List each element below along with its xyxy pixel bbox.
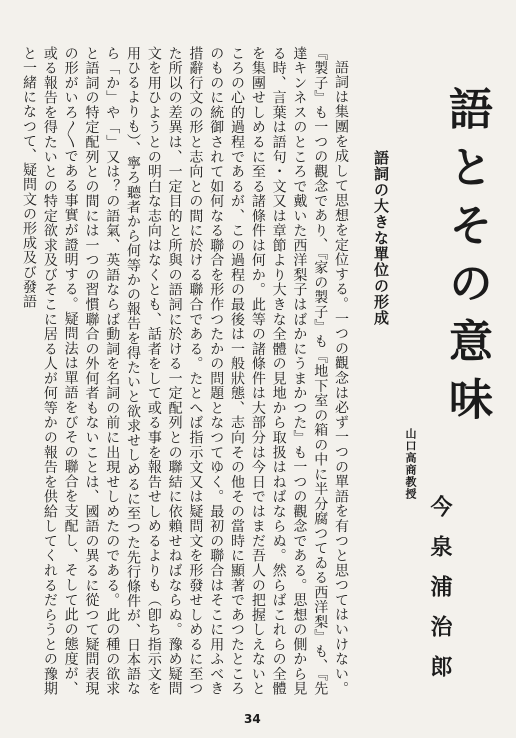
article-title: 語とその意味 xyxy=(441,86,492,434)
article-body xyxy=(19,46,351,696)
article-subtitle: 語詞の大きな單位の形成 xyxy=(372,150,390,326)
author-name: 今泉浦治郎 xyxy=(427,495,453,695)
body-paragraph: 語詞は集團を成して思想を定位する。一つの觀念は必ず一つの單語を有つと思つてはいけない。『製子』も一つの觀念であり、『家の製子』も『地下室の箱の中に半分腐つてゐる西洋梨』も、『先達キンネスのところで戴いた西洋梨子はばかにうまかつた』も一つの觀念である。思想の側から見る時、言葉は語句・文又は章節より大きな全體の見地から取扱はねばならぬ。然らばこれらの全體を集團せしめるに至る諸條件は何か。此等の諸條件は大部分は今日ではまだ吾人の把握しえないところの心的過程であるが、この過程の最後は一般狀態、志向その他その當時に顯著であつたところのものに統御されて如何なる聯合を形作つたかの問題となつてゆく。最初の聯合はそこに用ふべき措辭行文の形と志向との間に於ける聯合である。たとへば指示文又は疑問文を形發せしめるに至つた所以の差異は、一定目的と所與の語詞に於ける一定配列との聯結に依賴せねばならぬ。豫め疑問文を用ひようとの明白な志向はなくとも、話者をして或る事を報告せしめるよりも（卽ち指示文を用ひるよりも）、寧ろ聽者から何等かの報告を得たいと欲求せしめるに至つた先行條件が、日本語なら「か」や「」又は？の語氣、英語ならば動詞を名詞の前に出現せしめたのである。此の種の欲求と語詞の特定配列との間には一つの習慣聯合の外何者もないことは、國語の異るに從つて疑問表現の形がいろ〳〵である事實が證明する。疑問法は單語をびその聯合を支配し、そして此の態度が、或る報告を得たいとの特定欲求及びそこに居る人が何等かの報告を供給してくれるだらうとの豫期と一緒になつて、疑問文の形成及び發語 xyxy=(21,46,349,696)
page-number: 34 xyxy=(244,712,261,726)
author-affiliation: 山口高商教授 xyxy=(404,428,417,500)
